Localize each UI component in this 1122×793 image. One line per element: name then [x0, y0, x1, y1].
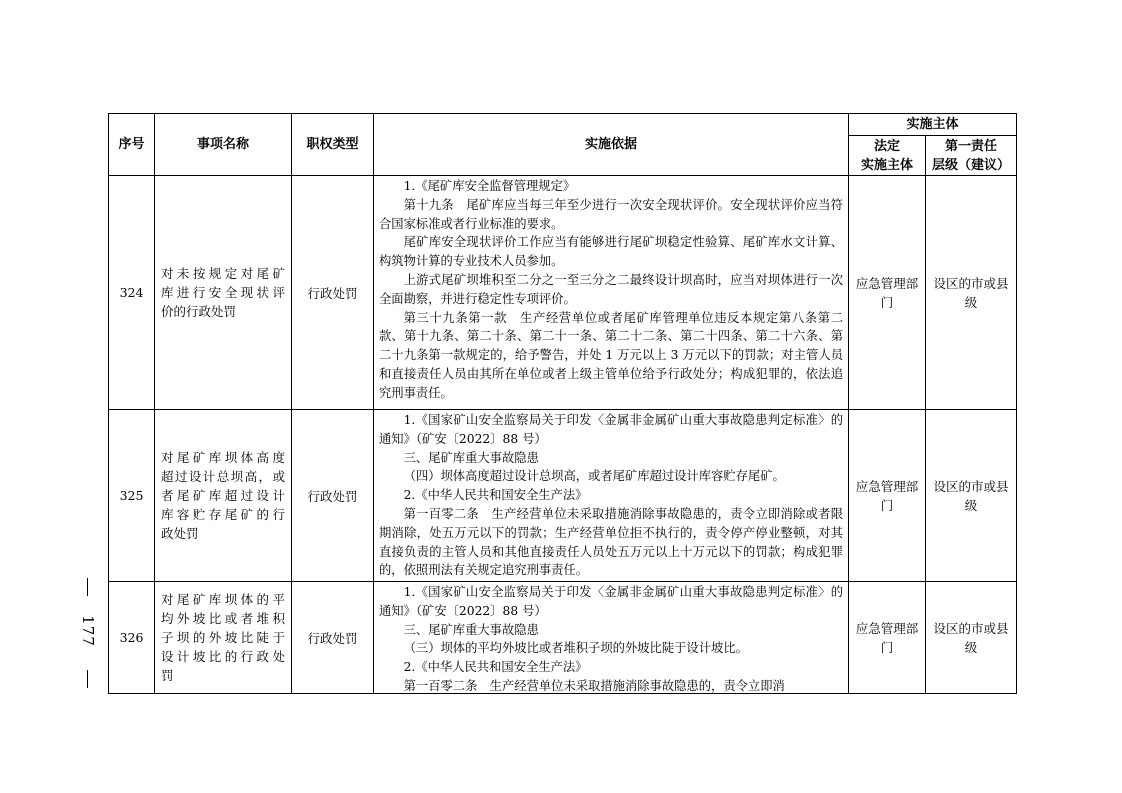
row-first-responsibility: 设区的市或县级: [926, 410, 1017, 582]
item-name-line: 均外坡比或者堆积: [161, 611, 285, 626]
item-name-line: 政处罚: [161, 526, 199, 541]
header-legal-subject-line1: 法定: [873, 138, 900, 154]
header-first-resp-line2: 层级（建议）: [932, 157, 1011, 173]
row-item-name: [155, 176, 292, 410]
basis-paragraph: 2.《中华人民共和国安全生产法》: [403, 660, 588, 675]
row-legal-subject: 应急管理部门: [849, 410, 926, 582]
basis-paragraph: 尾矿库安全现状评价工作应当有能够进行尾矿坝稳定性验算、尾矿库水文计算、构筑物计算的专业技术人员参加。: [379, 235, 843, 269]
row-authority-type: 行政处罚: [292, 410, 374, 582]
row-authority-type: 行政处罚: [292, 582, 374, 694]
row-legal-subject: 应急管理部门: [849, 582, 926, 694]
table-row: [109, 176, 1017, 410]
item-name-line: 对尾矿库坝体高度: [161, 450, 285, 465]
basis-paragraph: 第一百零二条 生产经营单位未采取措施消除事故隐患的，责令立即消: [403, 678, 785, 693]
item-name-line: 对未按规定对尾矿: [161, 266, 285, 281]
basis-paragraph: 第三十九条第一款 生产经营单位或者尾矿库管理单位违反本规定第八条第二款、第十九条、第二十条、第二十一条、第二十二条、第二十四条、第二十六条、第二十九条第一款规定的，给予警告，并处 1 万元以上 3 万元以下的罚款；对主管人员和直接责任人员由其所在单位或者上级主管单位给予行政处分；构成犯罪的，依法追究刑事责任。: [379, 310, 843, 400]
item-name-line: 者尾矿库超过设计: [161, 488, 285, 503]
basis-paragraph: 三、尾矿库重大事故隐患: [403, 622, 539, 637]
basis-paragraph: 第一百零二条 生产经营单位未采取措施消除事故隐患的，责令立即消除或者限期消除，处五万元以下的罚款；生产经营单位拒不执行的，责令停产停业整顿，对其直接负责的主管人员和其他直接责任人员处五万元以上十万元以下的罚款；构成犯罪的，依照刑法有关规定追究刑事责任。: [379, 506, 843, 578]
page-number-dash-bottom: [87, 670, 88, 688]
row-basis: [374, 582, 849, 694]
basis-paragraph: 第十九条 尾矿库应当每三年至少进行一次安全现状评价。安全现状评价应当符合国家标准或者行业标准的要求。: [379, 197, 843, 231]
row-item-name: [155, 582, 292, 694]
row-legal-subject: 应急管理部门: [849, 176, 926, 410]
basis-paragraph: （三）坝体的平均外坡比或者堆积子坝的外坡比陡于设计坡比。: [403, 641, 748, 656]
item-name-line: 库进行安全现状评: [161, 285, 285, 300]
header-legal-subject: [849, 136, 926, 176]
page-number-text: 177: [79, 615, 97, 647]
item-name-line: 对尾矿库坝体的平: [161, 592, 285, 607]
row-first-responsibility: 设区的市或县级: [926, 176, 1017, 410]
row-first-responsibility: 设区的市或县级: [926, 582, 1017, 694]
page-number: [78, 578, 98, 688]
authority-table: [108, 113, 1017, 694]
header-seq: 序号: [109, 114, 155, 176]
row-basis: [374, 176, 849, 410]
item-name-line: 价的行政处罚: [161, 304, 237, 319]
basis-paragraph: （四）坝体高度超过设计总坝高，或者尾矿库超过设计库容贮存尾矿。: [403, 469, 785, 484]
row-item-name: [155, 410, 292, 582]
basis-paragraph: 2.《中华人民共和国安全生产法》: [403, 488, 588, 503]
table-row: [109, 582, 1017, 694]
item-name-line: 罚: [161, 668, 174, 683]
item-name-line: 超过设计总坝高，或: [161, 469, 285, 484]
row-authority-type: 行政处罚: [292, 176, 374, 410]
header-legal-subject-line2: 实施主体: [860, 157, 913, 173]
header-authority-type: 职权类型: [292, 114, 374, 176]
row-seq: 325: [109, 410, 155, 582]
header-basis: 实施依据: [374, 114, 849, 176]
basis-paragraph: 1.《国家矿山安全监察局关于印发〈金属非金属矿山重大事故隐患判定标准〉的通知》（矿安〔2022〕88 号）: [379, 585, 843, 618]
row-seq: 324: [109, 176, 155, 410]
table-row: [109, 410, 1017, 582]
item-name-line: 子坝的外坡比陡于: [161, 630, 285, 645]
basis-paragraph: 1.《尾矿库安全监督管理规定》: [403, 179, 576, 193]
row-basis: [374, 410, 849, 582]
page-number-dash-top: [87, 578, 88, 596]
basis-paragraph: 1.《国家矿山安全监察局关于印发〈金属非金属矿山重大事故隐患判定标准〉的通知》（矿安〔2022〕88 号）: [379, 413, 843, 446]
header-first-responsibility: [926, 136, 1017, 176]
item-name-line: 设计坡比的行政处: [161, 649, 285, 664]
basis-paragraph: 三、尾矿库重大事故隐患: [403, 450, 539, 465]
header-implementing-subject: 实施主体: [849, 114, 1017, 136]
item-name-line: 库容贮存尾矿的行: [161, 507, 285, 522]
header-item-name: 事项名称: [155, 114, 292, 176]
row-seq: 326: [109, 582, 155, 694]
header-first-resp-line1: 第一责任: [945, 138, 998, 154]
basis-paragraph: 上游式尾矿坝堆积至二分之一至三分之二最终设计坝高时，应当对坝体进行一次全面勘察，并进行稳定性专项评价。: [379, 272, 843, 306]
